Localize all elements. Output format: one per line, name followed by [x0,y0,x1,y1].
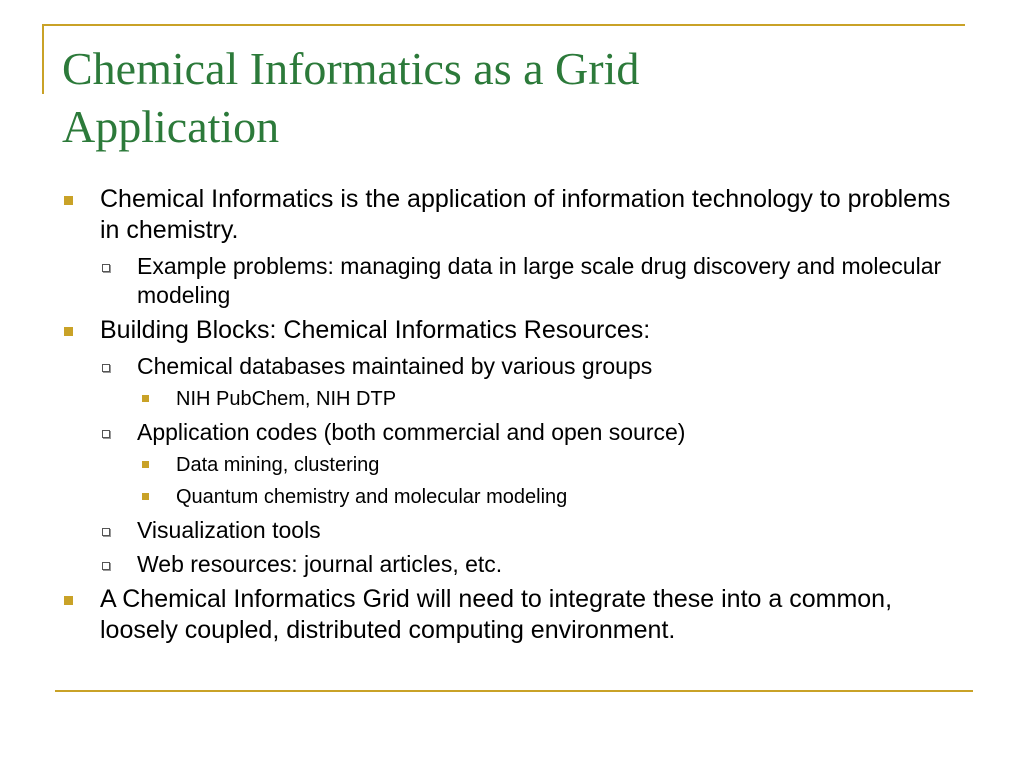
bullet-item [62,184,962,246]
hollow-square-bullet-icon [102,264,110,272]
small-square-bullet-icon [142,395,149,402]
sub-bullet-item [62,550,962,579]
title-line-2: Application [62,101,280,152]
square-bullet-icon [64,327,73,336]
hollow-square-bullet-icon [102,364,110,372]
hollow-square-bullet-icon [102,562,110,570]
bullet-text: NIH PubChem, NIH DTP [176,388,397,410]
bullet-text: Visualization tools [137,517,321,543]
title-line-1: Chemical Informatics as a Grid [62,43,640,94]
bullet-text: Chemical databases maintained by various groups [137,353,653,379]
bullet-text: Chemical Informatics is the application of information technology to problems in chemistry. [100,185,951,244]
bullet-text: Data mining, clustering [176,454,380,476]
sub-bullet-item [62,252,962,310]
slide-title [62,40,942,156]
sub-sub-bullet-item [62,386,962,412]
bullet-text: Building Blocks: Chemical Informatics Resources: [100,316,651,344]
bullet-text: Example problems: managing data in large scale drug discovery and molecular modeling [137,253,942,308]
sub-bullet-item [62,516,962,545]
sub-sub-bullet-item [62,452,962,478]
square-bullet-icon [64,196,73,205]
sub-bullet-item [62,352,962,381]
square-bullet-icon [64,596,73,605]
frame-bottom-rule [55,690,973,692]
small-square-bullet-icon [142,493,149,500]
bullet-text: Web resources: journal articles, etc. [137,551,503,577]
bullet-text: Quantum chemistry and molecular modeling [176,486,568,508]
frame-left-rule [42,24,44,94]
frame-top-rule [42,24,965,26]
hollow-square-bullet-icon [102,430,110,438]
sub-bullet-item [62,418,962,447]
small-square-bullet-icon [142,461,149,468]
hollow-square-bullet-icon [102,528,110,536]
bullet-list [62,184,962,652]
bullet-item [62,584,962,646]
bullet-item [62,315,962,346]
sub-sub-bullet-item [62,484,962,510]
bullet-text: Application codes (both commercial and open source) [137,419,686,445]
bullet-text: A Chemical Informatics Grid will need to integrate these into a common, loosely coupled, distributed computing environment. [100,585,893,644]
